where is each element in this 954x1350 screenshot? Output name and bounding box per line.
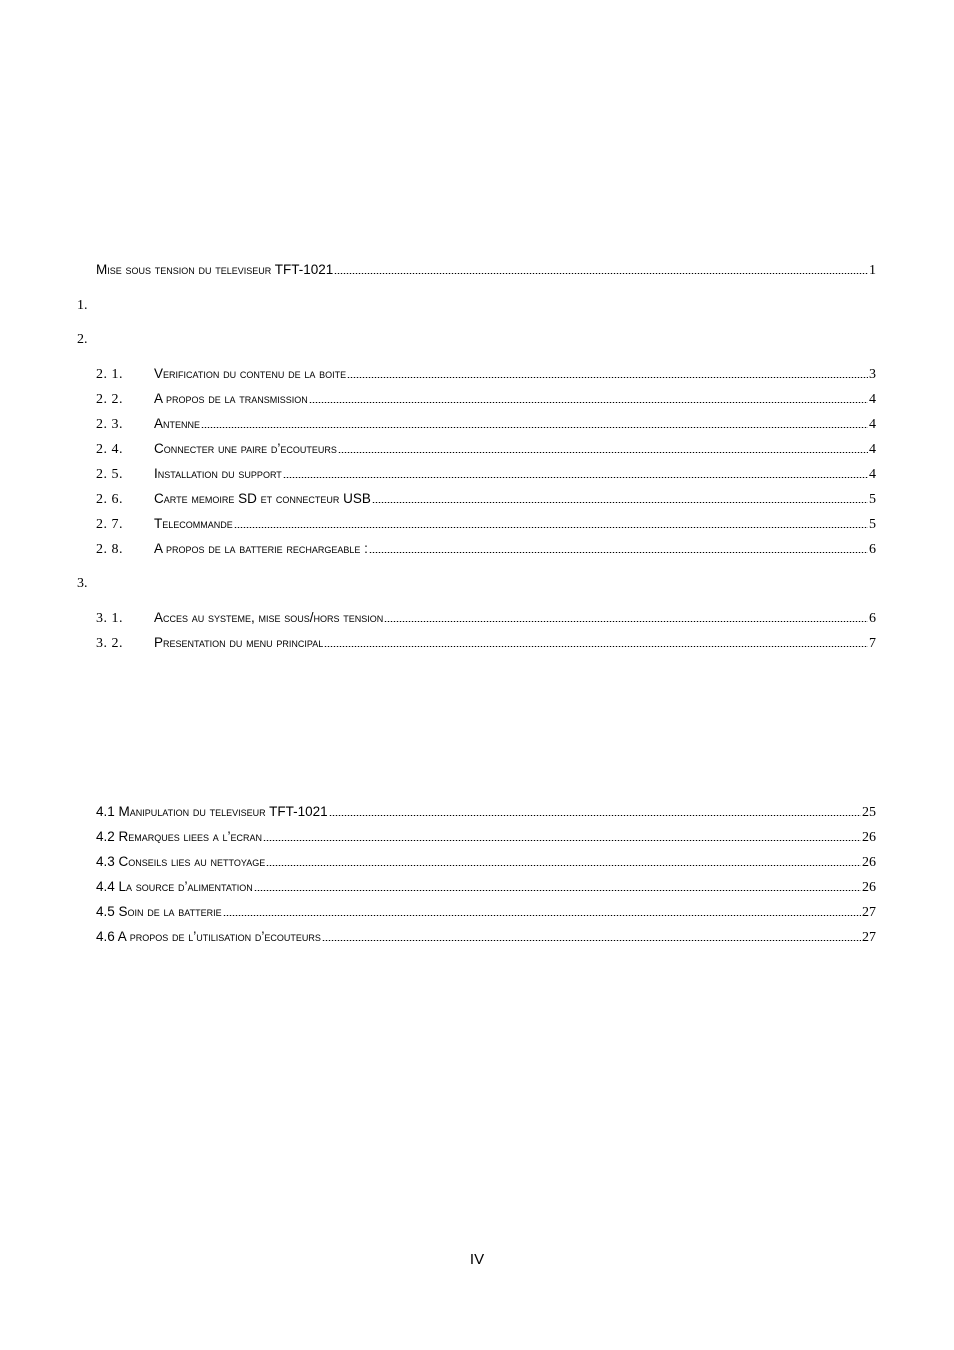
dot-leader bbox=[384, 621, 868, 622]
toc-entry-page: 4 bbox=[869, 417, 876, 432]
toc-entry-title: Antenne bbox=[154, 416, 201, 431]
toc-entry-page: 7 bbox=[869, 636, 876, 651]
chapter-number-3: 3. bbox=[77, 576, 88, 591]
toc-entry-page: 6 bbox=[869, 611, 876, 626]
toc-entry-page: 4 bbox=[869, 442, 876, 457]
toc-entry-title: A propos de la transmission bbox=[154, 391, 308, 406]
toc-entry-4-6[interactable] bbox=[96, 928, 876, 946]
dot-leader bbox=[234, 527, 868, 528]
dot-leader bbox=[309, 402, 868, 403]
dot-leader bbox=[322, 940, 861, 941]
toc-entry-title: 4.2 Remarques liees a l’ecran bbox=[96, 829, 263, 844]
dot-leader bbox=[223, 915, 861, 916]
toc-entry-number: 2. 6. bbox=[96, 492, 123, 507]
toc-entry-number: 2. 7. bbox=[96, 517, 123, 532]
toc-entry-title: 4.5 Soin de la batterie bbox=[96, 904, 222, 919]
dot-leader bbox=[338, 452, 868, 453]
toc-entry-title: Mise sous tension du televiseur TFT-1021 bbox=[96, 262, 334, 277]
toc-entry-2-7[interactable] bbox=[96, 515, 876, 533]
toc-entry-title: Connecter une paire d’ecouteurs bbox=[154, 441, 337, 456]
toc-entry-page: 1 bbox=[869, 263, 876, 278]
dot-leader bbox=[266, 865, 861, 866]
toc-entry-title: 4.6 A propos de l’utilisation d’ecouteurs bbox=[96, 929, 321, 944]
toc-entry-number: 2. 8. bbox=[96, 542, 123, 557]
toc-entry-page: 4 bbox=[869, 467, 876, 482]
toc-entry-number: 2. 1. bbox=[96, 367, 123, 382]
toc-entry-2-2[interactable] bbox=[96, 390, 876, 408]
toc-entry-title: 4.1 Manipulation du televiseur TFT-1021 bbox=[96, 804, 328, 819]
toc-entry-page: 26 bbox=[862, 880, 876, 895]
dot-leader bbox=[372, 502, 868, 503]
toc-entry-4-3[interactable] bbox=[96, 853, 876, 871]
dot-leader bbox=[201, 427, 868, 428]
toc-entry-title: 4.4 La source d’alimentation bbox=[96, 879, 253, 894]
toc-entry-number: 2. 3. bbox=[96, 417, 123, 432]
toc-entry-title: 4.3 Conseils lies au nettoyage bbox=[96, 854, 266, 869]
chapter-number-1: 1. bbox=[77, 298, 88, 313]
dot-leader bbox=[283, 477, 868, 478]
toc-entry-intro[interactable] bbox=[96, 261, 876, 279]
dot-leader bbox=[324, 646, 868, 647]
toc-entry-page: 26 bbox=[862, 855, 876, 870]
toc-entry-number: 2. 2. bbox=[96, 392, 123, 407]
toc-entry-title: Presentation du menu principal bbox=[154, 635, 324, 650]
toc-entry-title: Acces au systeme, mise sous/hors tension bbox=[154, 610, 384, 625]
toc-entry-page: 5 bbox=[869, 517, 876, 532]
toc-entry-number: 3. 1. bbox=[96, 611, 123, 626]
toc-entry-2-6[interactable] bbox=[96, 490, 876, 508]
toc-entry-page: 4 bbox=[869, 392, 876, 407]
dot-leader bbox=[254, 890, 861, 891]
toc-entry-number: 2. 5. bbox=[96, 467, 123, 482]
toc-entry-4-2[interactable] bbox=[96, 828, 876, 846]
toc-entry-title: Installation du support bbox=[154, 466, 282, 481]
toc-entry-title: Verification du contenu de la boite bbox=[154, 366, 347, 381]
toc-entry-4-4[interactable] bbox=[96, 878, 876, 896]
toc-entry-page: 3 bbox=[869, 367, 876, 382]
toc-entry-page: 26 bbox=[862, 830, 876, 845]
dot-leader bbox=[329, 815, 861, 816]
dot-leader bbox=[334, 273, 868, 274]
chapter-number-2: 2. bbox=[77, 332, 88, 347]
toc-entry-page: 25 bbox=[862, 805, 876, 820]
toc-entry-2-8[interactable] bbox=[96, 540, 876, 558]
toc-entry-4-1[interactable] bbox=[96, 803, 876, 821]
toc-entry-page: 6 bbox=[869, 542, 876, 557]
toc-entry-number: 2. 4. bbox=[96, 442, 123, 457]
toc-entry-page: 27 bbox=[862, 905, 876, 920]
toc-entry-title: Telecommande bbox=[154, 516, 233, 531]
toc-entry-number: 3. 2. bbox=[96, 636, 123, 651]
toc-entry-2-1[interactable] bbox=[96, 365, 876, 383]
toc-entry-3-2[interactable] bbox=[96, 634, 876, 652]
toc-entry-page: 27 bbox=[862, 930, 876, 945]
toc-entry-page: 5 bbox=[869, 492, 876, 507]
toc-entry-3-1[interactable] bbox=[96, 609, 876, 627]
dot-leader bbox=[263, 840, 861, 841]
dot-leader bbox=[369, 552, 868, 553]
toc-entry-title: A propos de la batterie rechargeable : bbox=[154, 541, 368, 556]
dot-leader bbox=[347, 377, 868, 378]
toc-entry-4-5[interactable] bbox=[96, 903, 876, 921]
toc-entry-2-3[interactable] bbox=[96, 415, 876, 433]
toc-entry-2-5[interactable] bbox=[96, 465, 876, 483]
toc-entry-title: Carte memoire SD et connecteur USB bbox=[154, 491, 371, 506]
page-number-footer: IV bbox=[469, 1251, 485, 1268]
toc-entry-2-4[interactable] bbox=[96, 440, 876, 458]
